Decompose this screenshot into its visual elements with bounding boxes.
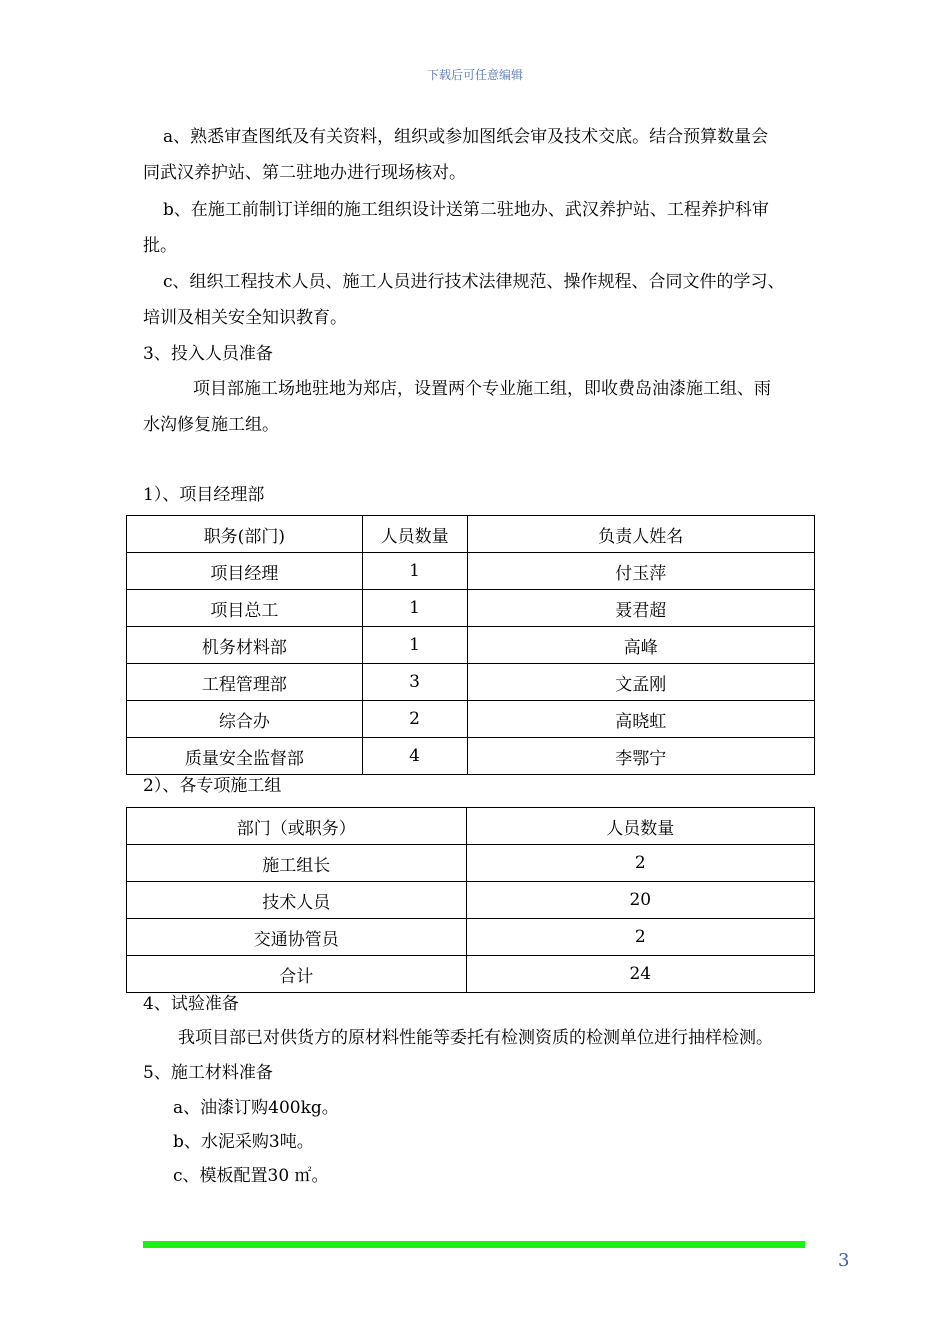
table1-header-cell: 负责人姓名 [467, 516, 814, 553]
table2-cell: 施工组长 [127, 845, 467, 882]
table1-row [127, 664, 815, 701]
section-3-para-line2: 水沟修复施工组。 [143, 415, 279, 435]
table2-row [127, 956, 815, 993]
section-3-heading: 3、投入人员准备 [143, 344, 273, 364]
page-header: 下载后可任意编辑 [426, 68, 523, 82]
table2-cell: 24 [466, 956, 814, 993]
table2-cell: 技术人员 [127, 882, 467, 919]
paragraph-b-line2: 批。 [143, 236, 177, 256]
construction-group-table [126, 807, 815, 993]
table1-cell: 高峰 [467, 627, 814, 664]
table1-cell: 项目经理 [127, 553, 363, 590]
table1-cell: 1 [362, 590, 467, 627]
table2-cell: 2 [466, 919, 814, 956]
material-item-paint: a、油漆订购400kg。 [173, 1098, 339, 1118]
table1-cell: 文孟刚 [467, 664, 814, 701]
table1-header-row [127, 516, 815, 553]
table1-row [127, 738, 815, 775]
table1-cell: 机务材料部 [127, 627, 363, 664]
section-4-para: 我项目部已对供货方的原材料性能等委托有检测资质的检测单位进行抽样检测。 [178, 1028, 773, 1048]
table1-cell: 项目总工 [127, 590, 363, 627]
project-department-table [126, 515, 815, 775]
table2-header-cell: 人员数量 [466, 808, 814, 845]
paragraph-b-line1: b、在施工前制订详细的施工组织设计送第二驻地办、武汉养护站、工程养护科审 [163, 200, 769, 220]
footer-green-bar [143, 1241, 805, 1248]
table2-header-cell: 部门（或职务） [127, 808, 467, 845]
table1-cell: 付玉萍 [467, 553, 814, 590]
table1-cell: 1 [362, 553, 467, 590]
table2-cell: 交通协管员 [127, 919, 467, 956]
table2-header-row [127, 808, 815, 845]
table2-row [127, 882, 815, 919]
table1-cell: 工程管理部 [127, 664, 363, 701]
table1-title: 1）、项目经理部 [143, 485, 265, 505]
table1-cell: 4 [362, 738, 467, 775]
table1-header-cell: 人员数量 [362, 516, 467, 553]
section-5-heading: 5、施工材料准备 [143, 1063, 273, 1083]
section-3-para-line1: 项目部施工场地驻地为郑店，设置两个专业施工组，即收费岛油漆施工组、雨 [193, 379, 771, 399]
table1-cell: 1 [362, 627, 467, 664]
paragraph-c-line1: c、组织工程技术人员、施工人员进行技术法律规范、操作规程、合同文件的学习、 [163, 272, 785, 292]
table2-row [127, 845, 815, 882]
table1-row [127, 590, 815, 627]
table1-cell: 2 [362, 701, 467, 738]
page-number: 3 [838, 1250, 850, 1271]
table1-cell: 3 [362, 664, 467, 701]
material-item-formwork: c、模板配置30 ㎡。 [173, 1166, 329, 1186]
table2-cell: 2 [466, 845, 814, 882]
table1-cell: 质量安全监督部 [127, 738, 363, 775]
material-item-cement: b、水泥采购3吨。 [173, 1132, 314, 1152]
table1-row [127, 553, 815, 590]
section-4-heading: 4、试验准备 [143, 994, 239, 1014]
table2-cell: 合计 [127, 956, 467, 993]
paragraph-a-line2: 同武汉养护站、第二驻地办进行现场核对。 [143, 163, 466, 183]
table1-row [127, 701, 815, 738]
table1-row [127, 627, 815, 664]
table2-cell: 20 [466, 882, 814, 919]
paragraph-a-line1: a、熟悉审查图纸及有关资料，组织或参加图纸会审及技术交底。结合预算数量会 [163, 127, 769, 147]
table1-cell: 综合办 [127, 701, 363, 738]
table2-title: 2）、各专项施工组 [143, 776, 282, 796]
paragraph-c-line2: 培训及相关安全知识教育。 [143, 308, 347, 328]
table1-cell: 李鄂宁 [467, 738, 814, 775]
table1-cell: 高晓虹 [467, 701, 814, 738]
table2-row [127, 919, 815, 956]
table1-cell: 聂君超 [467, 590, 814, 627]
table1-header-cell: 职务(部门) [127, 516, 363, 553]
